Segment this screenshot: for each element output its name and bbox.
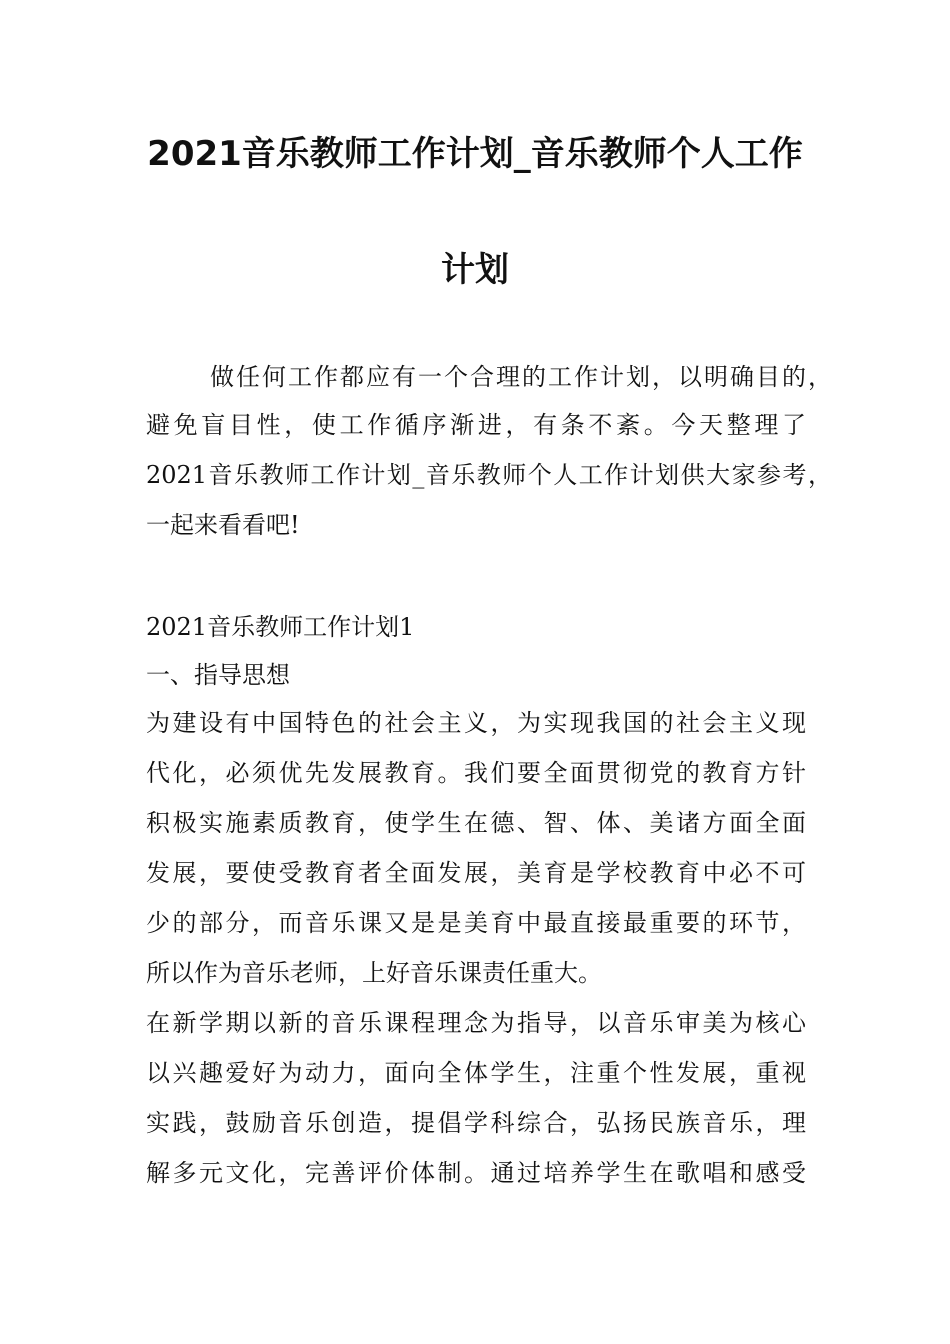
- body-line-4: 发展，要使受教育者全面发展，美育是学校教育中必不可: [146, 859, 806, 887]
- body-line-10: 解多元文化，完善评价体制。通过培养学生在歌唱和感受: [146, 1159, 806, 1187]
- intro-line-1: 做任何工作都应有一个合理的工作计划，以明确目的，: [210, 363, 832, 391]
- intro-line-4: 一起来看看吧!: [146, 511, 300, 539]
- document-title-line-1: 2021音乐教师工作计划_音乐教师个人工作: [147, 134, 803, 174]
- subheading: 一、指导思想: [146, 661, 290, 689]
- section-heading: 2021音乐教师工作计划1: [146, 613, 415, 641]
- document-title-line-2: 计划: [441, 250, 509, 290]
- body-line-9: 实践，鼓励音乐创造，提倡学科综合，弘扬民族音乐，理: [146, 1109, 806, 1137]
- body-line-3: 积极实施素质教育，使学生在德、智、体、美诸方面全面: [146, 809, 806, 837]
- body-line-6: 所以作为音乐老师，上好音乐课责任重大。: [146, 959, 602, 987]
- body-line-7: 在新学期以新的音乐课程理念为指导，以音乐审美为核心: [146, 1009, 806, 1037]
- body-line-2: 代化，必须优先发展教育。我们要全面贯彻党的教育方针: [146, 759, 806, 787]
- body-line-1: 为建设有中国特色的社会主义，为实现我国的社会主义现: [146, 709, 806, 737]
- body-line-8: 以兴趣爱好为动力，面向全体学生，注重个性发展，重视: [146, 1059, 806, 1087]
- body-line-5: 少的部分，而音乐课又是是美育中最直接最重要的环节，: [146, 909, 806, 937]
- intro-line-3: 2021音乐教师工作计划_音乐教师个人工作计划供大家参考，: [146, 461, 832, 489]
- intro-line-2: 避免盲目性，使工作循序渐进，有条不紊。今天整理了: [146, 411, 806, 439]
